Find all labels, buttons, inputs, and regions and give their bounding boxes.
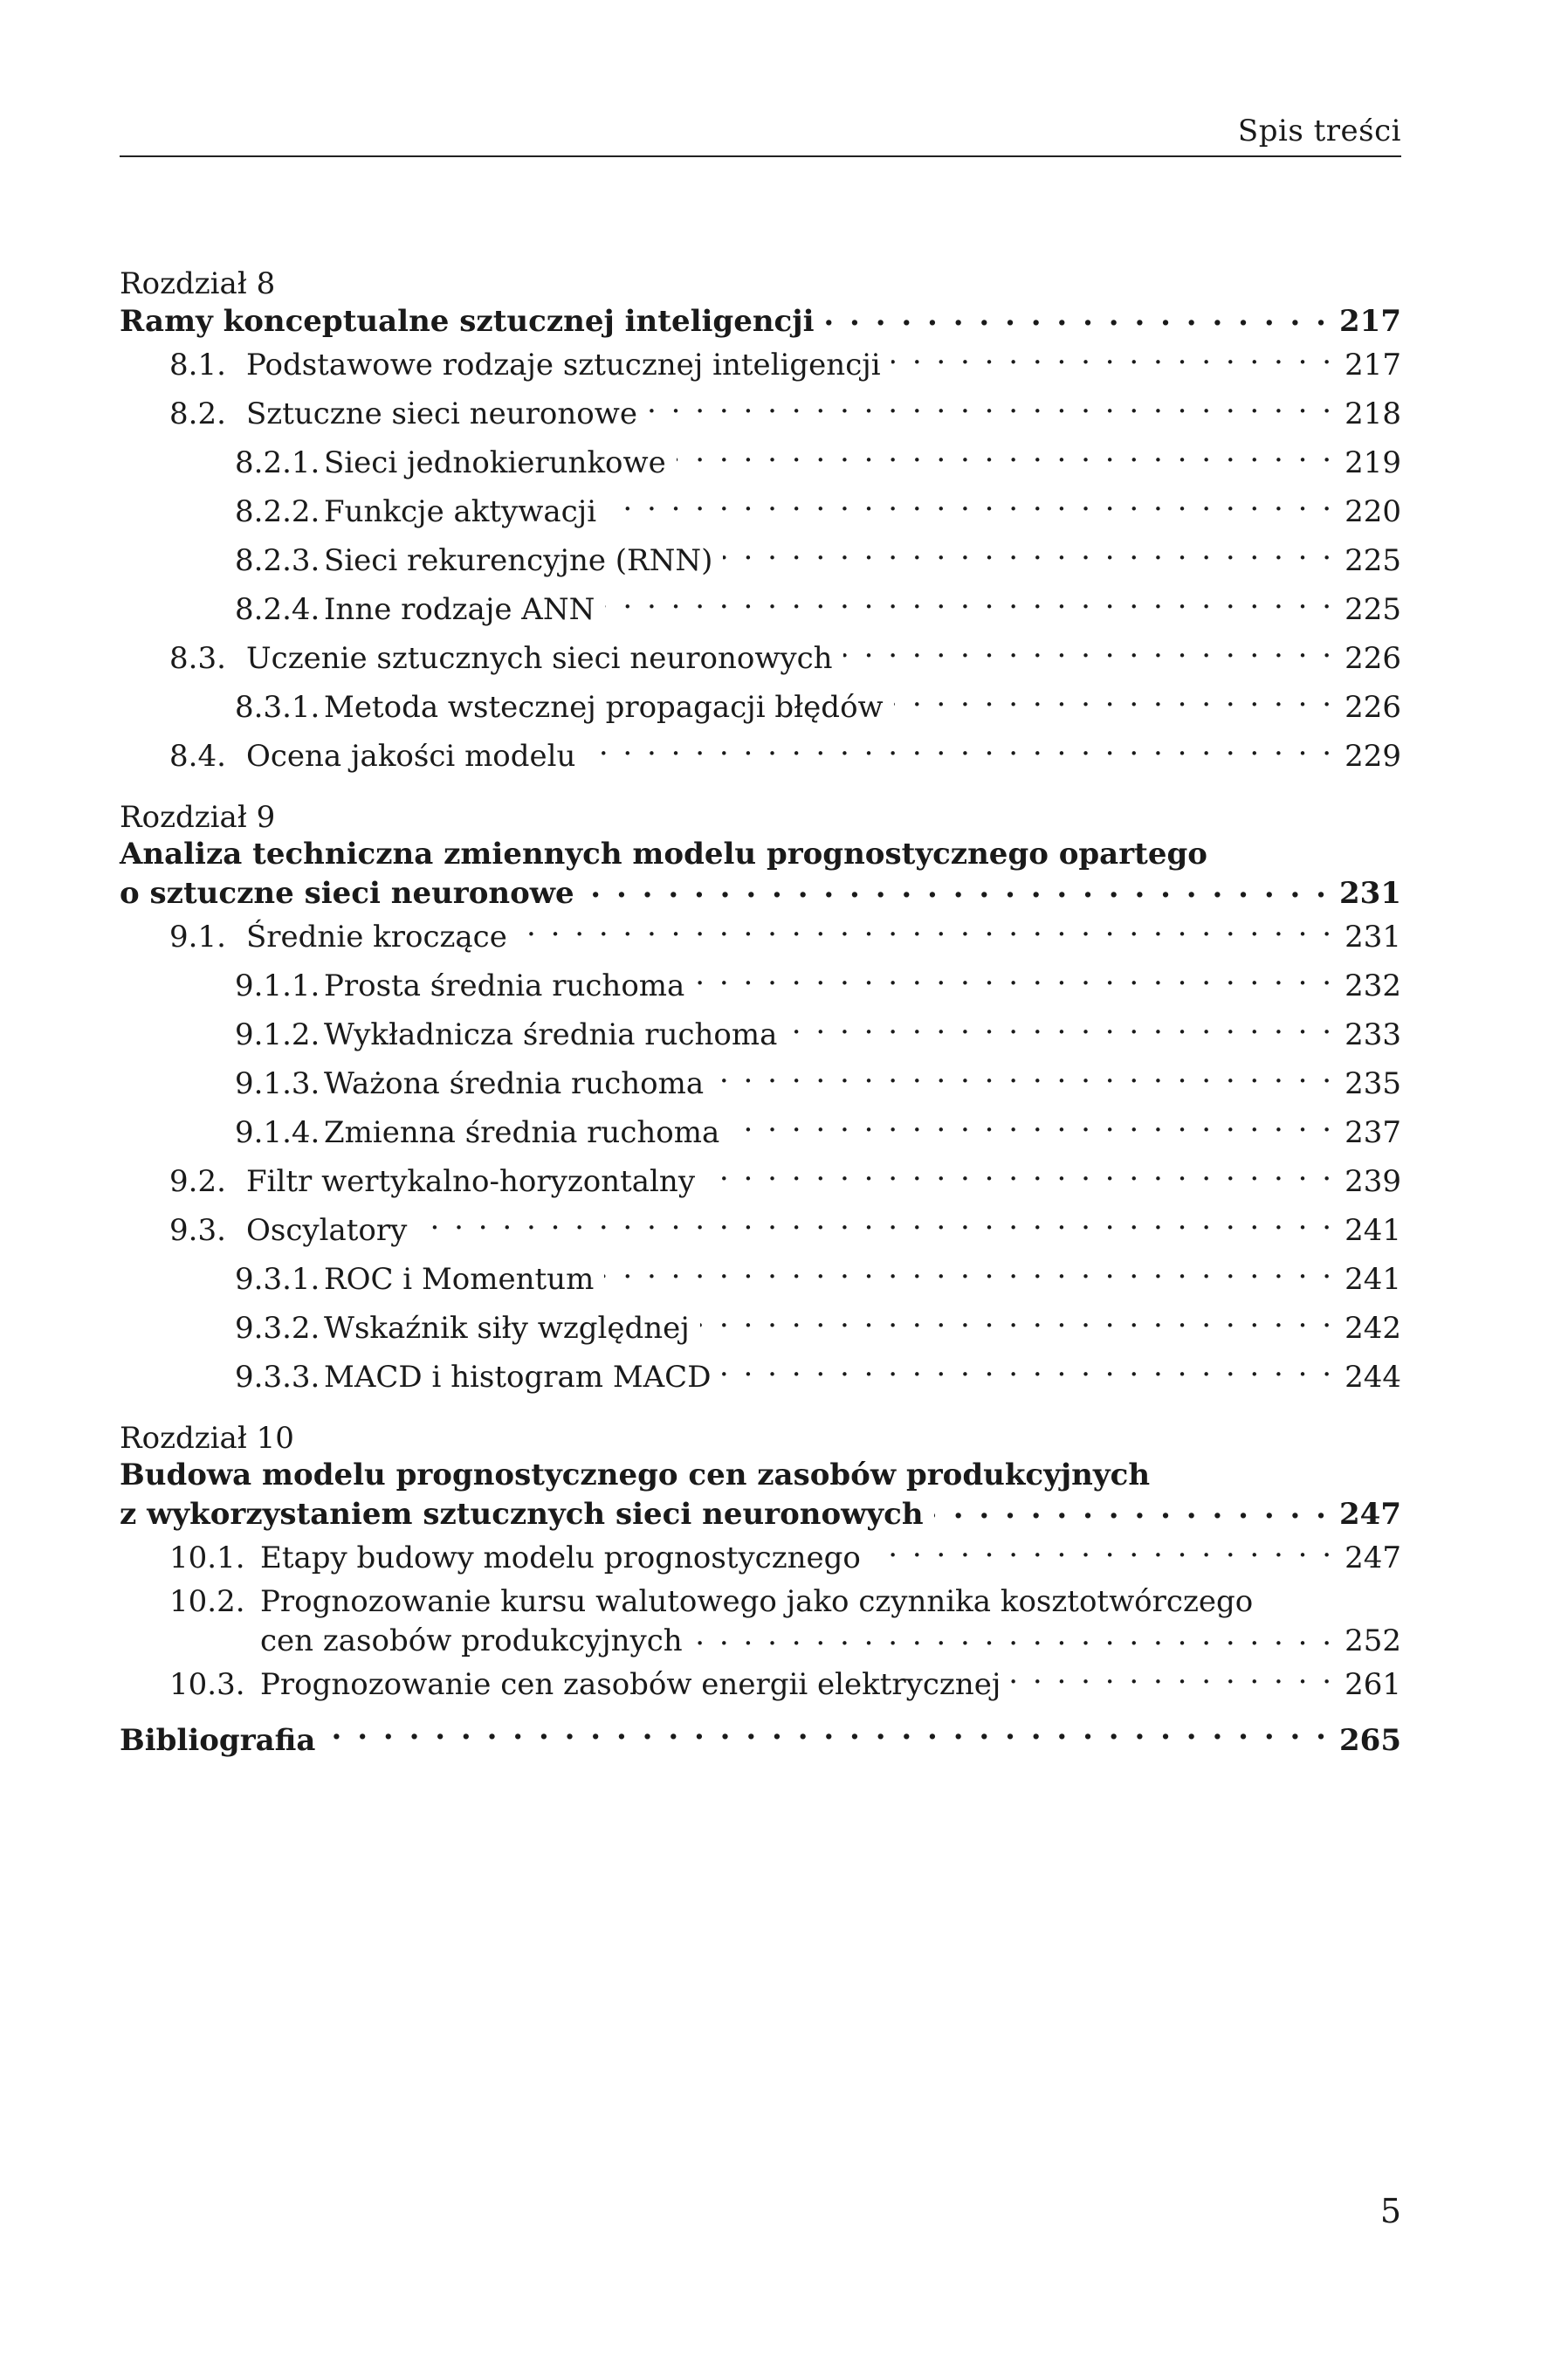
toc-entry[interactable] [120, 487, 1401, 536]
toc-entry-multiline[interactable] [120, 1582, 1401, 1660]
section-number: 10.2. [169, 1584, 245, 1619]
section-number: 9.1.4. [235, 1115, 320, 1150]
toc-entry[interactable] [120, 683, 1401, 732]
section-number: 8.1. [169, 348, 226, 383]
leader-dots [607, 492, 1334, 521]
page-ref: 261 [1344, 1667, 1401, 1702]
section-title: Wykładnicza średnia ruchoma [324, 1017, 778, 1052]
toc-entry[interactable] [120, 1059, 1401, 1108]
running-head: Spis treści [1237, 114, 1401, 148]
leader-dots [417, 1210, 1334, 1240]
section-title: Prognozowanie kursu walutowego jako czynnika kosztotwórczego [260, 1584, 1254, 1619]
section-title: Sieci jednokierunkowe [324, 445, 666, 480]
toc-entry[interactable] [120, 1304, 1401, 1353]
leader-dots [705, 1161, 1334, 1191]
page-ref: 231 [1339, 876, 1401, 911]
leader-dots [723, 541, 1334, 570]
section-number: 8.4. [169, 739, 226, 774]
section-number: 9.3.1. [235, 1262, 320, 1297]
section-title: Etapy budowy modelu prognostycznego [260, 1540, 861, 1575]
leader-dots [648, 394, 1334, 424]
page-ref: 265 [1339, 1723, 1401, 1758]
page-ref: 233 [1344, 1017, 1401, 1052]
toc-entry[interactable] [120, 913, 1401, 961]
leader-dots [824, 301, 1329, 331]
chapter-title: Ramy konceptualne sztucznej inteligencji [120, 304, 815, 339]
page-ref: 217 [1344, 348, 1401, 383]
page-number: 5 [1379, 2192, 1401, 2230]
chapter-title-entry[interactable] [120, 1494, 1401, 1533]
leader-dots [894, 687, 1334, 717]
chapter-title-line: Analiza techniczna zmiennych modelu prognostycznego opartego [120, 837, 1207, 872]
toc-entry[interactable] [120, 1108, 1401, 1157]
section-title: Ocena jakości modelu [246, 739, 576, 774]
leader-dots [714, 1064, 1334, 1093]
section-title: Metoda wstecznej propagacji błędów [324, 690, 884, 725]
page-ref: 225 [1344, 543, 1401, 578]
page-ref: 226 [1344, 641, 1401, 676]
section-title: Prosta średnia ruchoma [324, 968, 685, 1003]
section-title: Funkcje aktywacji [324, 494, 597, 529]
bibliography-entry[interactable] [120, 1716, 1401, 1765]
chapter-label: Rozdział 10 [120, 1421, 294, 1456]
toc-entry-first-line [120, 1582, 1401, 1621]
section-number: 8.2.1. [235, 445, 320, 480]
section-number: 9.3.3. [235, 1360, 320, 1395]
section-number: 9.1.2. [235, 1017, 320, 1052]
page-ref: 235 [1344, 1066, 1401, 1101]
leader-dots [326, 1720, 1329, 1750]
page-ref: 237 [1344, 1115, 1401, 1150]
leader-dots [871, 1538, 1334, 1568]
leader-dots [586, 736, 1334, 766]
page-ref: 247 [1339, 1497, 1401, 1532]
leader-dots [700, 1308, 1334, 1338]
page-ref: 231 [1344, 920, 1401, 955]
leader-dots [787, 1015, 1334, 1044]
section-title: Wskaźnik siły względnej [324, 1311, 690, 1346]
toc-entry[interactable] [120, 1206, 1401, 1255]
page-ref: 225 [1344, 592, 1401, 627]
toc-entry[interactable] [120, 389, 1401, 438]
chapter-title-entry[interactable] [120, 873, 1401, 913]
section-number: 9.1.3. [235, 1066, 320, 1101]
toc-entry[interactable] [120, 961, 1401, 1010]
section-number: 8.3.1. [235, 690, 320, 725]
chapter-title: o sztuczne sieci neuronowe [120, 876, 574, 911]
section-title: Średnie kroczące [246, 920, 507, 955]
page-ref: 241 [1344, 1262, 1401, 1297]
toc-entry[interactable] [120, 634, 1401, 683]
leader-dots [695, 966, 1334, 996]
toc-entry[interactable] [120, 536, 1401, 585]
chapter-label: Rozdział 9 [120, 800, 276, 835]
chapter-title: z wykorzystaniem sztucznych sieci neuronowych [120, 1497, 924, 1532]
leader-dots [677, 443, 1334, 472]
section-title: Sieci rekurencyjne (RNN) [324, 543, 713, 578]
chapter-label: Rozdział 8 [120, 266, 276, 301]
toc-entry[interactable] [120, 1353, 1401, 1402]
toc-entry[interactable] [120, 1010, 1401, 1059]
toc-entry[interactable] [120, 732, 1401, 781]
section-title: ROC i Momentum [324, 1262, 595, 1297]
leader-dots [604, 1259, 1334, 1289]
page-ref: 239 [1344, 1164, 1401, 1199]
section-number: 9.2. [169, 1164, 226, 1199]
section-title: Uczenie sztucznych sieci neuronowych [246, 641, 833, 676]
section-number: 9.3. [169, 1213, 226, 1248]
section-number: 8.2.4. [235, 592, 320, 627]
leader-dots [843, 638, 1335, 668]
section-title-continuation: cen zasobów produkcyjnych [260, 1623, 683, 1658]
toc-entry[interactable] [120, 438, 1401, 487]
page-header [120, 114, 1401, 157]
page-ref: 219 [1344, 445, 1401, 480]
toc-entry-continuation [120, 1621, 1401, 1660]
section-number: 8.2.3. [235, 543, 320, 578]
section-number: 10.3. [169, 1667, 245, 1702]
leader-dots [721, 1357, 1334, 1387]
section-number: 8.2. [169, 396, 226, 431]
page-ref: 244 [1344, 1360, 1401, 1395]
page-ref: 232 [1344, 968, 1401, 1003]
page-ref: 217 [1339, 304, 1401, 339]
section-number: 9.1.1. [235, 968, 320, 1003]
chapter-title-entry[interactable] [120, 301, 1401, 341]
page-ref: 241 [1344, 1213, 1401, 1248]
page-ref: 220 [1344, 494, 1401, 529]
section-title: Oscylatory [246, 1213, 408, 1248]
section-title: Prognozowanie cen zasobów energii elektrycznej [260, 1667, 1001, 1702]
leader-dots [934, 1494, 1329, 1524]
section-title: Ważona średnia ruchoma [324, 1066, 705, 1101]
toc-entry[interactable] [120, 1255, 1401, 1304]
toc-entry[interactable] [120, 1533, 1401, 1582]
leader-dots [693, 1621, 1334, 1651]
section-title: Sztuczne sieci neuronowe [246, 396, 637, 431]
section-number: 9.3.2. [235, 1311, 320, 1346]
bibliography-title: Bibliografia [120, 1723, 316, 1758]
page-ref: 252 [1344, 1623, 1401, 1658]
section-title: Inne rodzaje ANN [324, 592, 595, 627]
section-title: Zmienna średnia ruchoma [324, 1115, 720, 1150]
section-number: 9.1. [169, 920, 226, 955]
toc-entry[interactable] [120, 341, 1401, 389]
section-number: 8.2.2. [235, 494, 320, 529]
section-number: 10.1. [169, 1540, 245, 1575]
page-ref: 242 [1344, 1311, 1401, 1346]
section-title: Podstawowe rodzaje sztucznej inteligencji [246, 348, 881, 383]
section-title: MACD i histogram MACD [324, 1360, 712, 1395]
chapter-title-line: Budowa modelu prognostycznego cen zasobów produkcyjnych [120, 1458, 1151, 1492]
section-number: 8.3. [169, 641, 226, 676]
toc-entry[interactable] [120, 1157, 1401, 1206]
leader-dots [891, 345, 1334, 375]
toc-entry[interactable] [120, 585, 1401, 634]
page-ref: 247 [1344, 1540, 1401, 1575]
page-ref: 226 [1344, 690, 1401, 725]
page-ref: 218 [1344, 396, 1401, 431]
table-of-contents [120, 266, 1401, 1765]
leader-dots [605, 589, 1334, 619]
page-ref: 229 [1344, 739, 1401, 774]
leader-dots [730, 1113, 1334, 1142]
leader-dots [518, 917, 1334, 947]
section-title: Filtr wertykalno-horyzontalny [246, 1164, 696, 1199]
toc-entry[interactable] [120, 1660, 1401, 1709]
leader-dots [1011, 1664, 1334, 1694]
leader-dots [585, 873, 1329, 903]
